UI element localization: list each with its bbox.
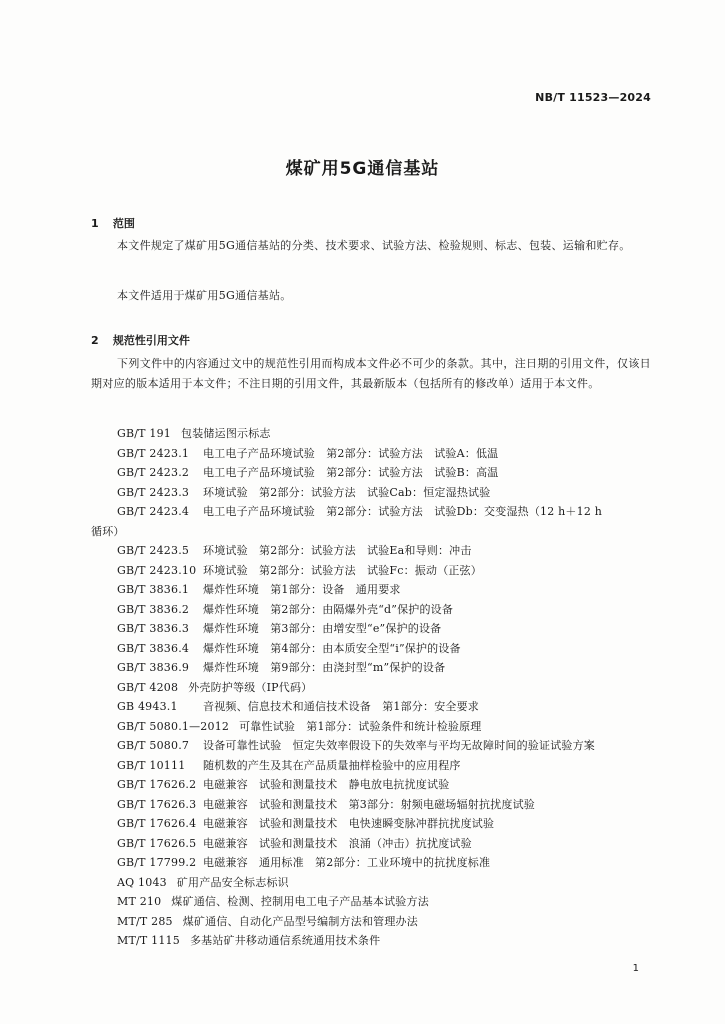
- reference-title: 电磁兼容 通用标准 第2部分：工业环境中的抗扰度标准: [203, 856, 491, 869]
- reference-item: [91, 736, 653, 756]
- reference-title: 电磁兼容 试验和测量技术 电快速瞬变脉冲群抗扰度试验: [203, 817, 495, 830]
- page-number: 1: [632, 963, 639, 974]
- reference-item: [91, 717, 653, 737]
- scope-paragraph-2: 本文件适用于煤矿用5G通信基站。: [117, 289, 292, 302]
- reference-code: GB/T 17626.2: [117, 778, 197, 791]
- reference-title: 爆炸性环境 第4部分：由本质安全型“i”保护的设备: [203, 641, 461, 655]
- reference-title: 电磁兼容 试验和测量技术 浪涌（冲击）抗扰度试验: [203, 836, 472, 850]
- reference-title: 环境试验 第2部分：试验方法 试验Ea和导则：冲击: [203, 544, 472, 557]
- reference-code: GB 4943.1: [117, 700, 178, 713]
- reference-code: AQ 1043: [117, 875, 167, 889]
- reference-item: [91, 892, 653, 912]
- reference-code: GB/T 17626.3: [117, 797, 197, 811]
- reference-item: [91, 444, 653, 464]
- reference-code: GB/T 3836.1: [117, 583, 190, 596]
- references-intro-paragraph: 下列文件中的内容通过文中的规范性引用而构成本文件必不可少的条款。其中，注日期的引用文件，仅该日期对应的版本适用于本文件；不注日期的引用文件，其最新版本（包括所有的修改单）适用于本文件。: [91, 357, 651, 390]
- reference-item: [91, 873, 653, 893]
- reference-title: 爆炸性环境 第2部分：由隔爆外壳“d”保护的设备: [203, 602, 454, 616]
- reference-item: [91, 834, 653, 854]
- document-title: 煤矿用5G通信基站: [285, 159, 440, 179]
- reference-title: 煤矿通信、自动化产品型号编制方法和管理办法: [182, 914, 418, 928]
- reference-title: 电磁兼容 试验和测量技术 第3部分：射频电磁场辐射抗扰度试验: [203, 797, 535, 811]
- reference-title: 爆炸性环境 第3部分：由增安型“e”保护的设备: [203, 622, 442, 635]
- reference-code: GB/T 191: [117, 427, 172, 440]
- reference-item: [91, 619, 653, 639]
- reference-item: [91, 658, 653, 678]
- reference-item: [91, 502, 653, 541]
- reference-title: 爆炸性环境 第9部分：由浇封型“m”保护的设备: [203, 661, 446, 674]
- section-heading-normative-references: [91, 332, 190, 348]
- reference-code: GB/T 5080.1—2012: [117, 719, 230, 733]
- reference-title: 电工电子产品环境试验 第2部分：试验方法 试验A：低温: [203, 446, 499, 460]
- normative-reference-list: [91, 424, 653, 951]
- section-title: 规范性引用文件: [112, 334, 190, 347]
- reference-code: GB/T 2423.4: [117, 505, 190, 518]
- reference-item: [91, 561, 653, 581]
- reference-title: 煤矿通信、检测、控制用电工电子产品基本试验方法: [171, 895, 429, 908]
- section-number: 2: [91, 334, 99, 347]
- reference-code: GB/T 10111: [117, 758, 186, 772]
- reference-code: GB/T 2423.10: [117, 563, 197, 577]
- reference-title: 音视频、信息技术和通信技术设备 第1部分：安全要求: [203, 700, 479, 713]
- reference-item: [91, 678, 653, 698]
- reference-code: GB/T 2423.1: [117, 446, 190, 460]
- reference-item: [91, 775, 653, 795]
- section-title: 范围: [112, 217, 135, 230]
- reference-code: GB/T 17626.5: [117, 836, 197, 850]
- reference-title-continuation: 循环）: [91, 524, 125, 538]
- reference-title: 环境试验 第2部分：试验方法 试验Fc：振动（正弦）: [203, 563, 482, 577]
- reference-code: MT 210: [117, 895, 162, 908]
- reference-code: GB/T 4208: [117, 680, 179, 694]
- reference-code: GB/T 2423.2: [117, 466, 190, 479]
- reference-code: GB/T 5080.7: [117, 739, 190, 752]
- reference-code: GB/T 2423.5: [117, 544, 190, 557]
- reference-item: [91, 541, 653, 561]
- reference-item: [91, 483, 653, 503]
- reference-item: [91, 853, 653, 873]
- reference-item: [91, 463, 653, 483]
- reference-code: GB/T 3836.3: [117, 622, 190, 635]
- reference-item: [91, 795, 653, 815]
- reference-title: 外壳防护等级（IP代码）: [188, 680, 313, 694]
- reference-title: 环境试验 第2部分：试验方法 试验Cab：恒定湿热试验: [203, 485, 491, 499]
- reference-title: 电工电子产品环境试验 第2部分：试验方法 试验B：高温: [203, 466, 499, 479]
- reference-item: [91, 814, 653, 834]
- reference-code: GB/T 17626.4: [117, 817, 197, 830]
- reference-item: [91, 639, 653, 659]
- reference-title: 矿用产品安全标志标识: [176, 875, 289, 889]
- reference-item: [91, 580, 653, 600]
- reference-code: MT/T 285: [117, 914, 173, 928]
- reference-title: 爆炸性环境 第1部分：设备 通用要求: [203, 583, 401, 596]
- reference-title: 电工电子产品环境试验 第2部分：试验方法 试验Db：交变湿热（12 h＋12 h: [203, 505, 603, 518]
- reference-code: MT/T 1115: [117, 934, 180, 947]
- reference-code: GB/T 3836.2: [117, 602, 190, 616]
- reference-item: [91, 931, 653, 951]
- reference-title: 设备可靠性试验 恒定失效率假设下的失效率与平均无故障时间的验证试验方案: [203, 739, 595, 752]
- reference-code: GB/T 3836.4: [117, 641, 190, 655]
- reference-item: [91, 697, 653, 717]
- scope-paragraph-1: 本文件规定了煤矿用5G通信基站的分类、技术要求、试验方法、检验规则、标志、包装、运输和贮存。: [117, 239, 631, 252]
- reference-code: GB/T 3836.9: [117, 661, 190, 674]
- reference-code: GB/T 2423.3: [117, 485, 190, 499]
- reference-title: 包装储运图示标志: [181, 427, 271, 440]
- reference-code: GB/T 17799.2: [117, 856, 197, 869]
- reference-item: [91, 912, 653, 932]
- section-heading-scope: [91, 215, 135, 231]
- section-number: 1: [91, 217, 99, 230]
- reference-title: 多基站矿井移动通信系统通用技术条件: [189, 934, 381, 947]
- reference-item: [91, 424, 653, 444]
- reference-item: [91, 756, 653, 776]
- reference-title: 可靠性试验 第1部分：试验条件和统计检验原理: [239, 719, 482, 733]
- reference-title: 随机数的产生及其在产品质量抽样检验中的应用程序: [203, 758, 461, 772]
- reference-item: [91, 600, 653, 620]
- reference-title: 电磁兼容 试验和测量技术 静电放电抗扰度试验: [203, 778, 450, 791]
- standard-code: NB/T 11523—2024: [535, 91, 651, 104]
